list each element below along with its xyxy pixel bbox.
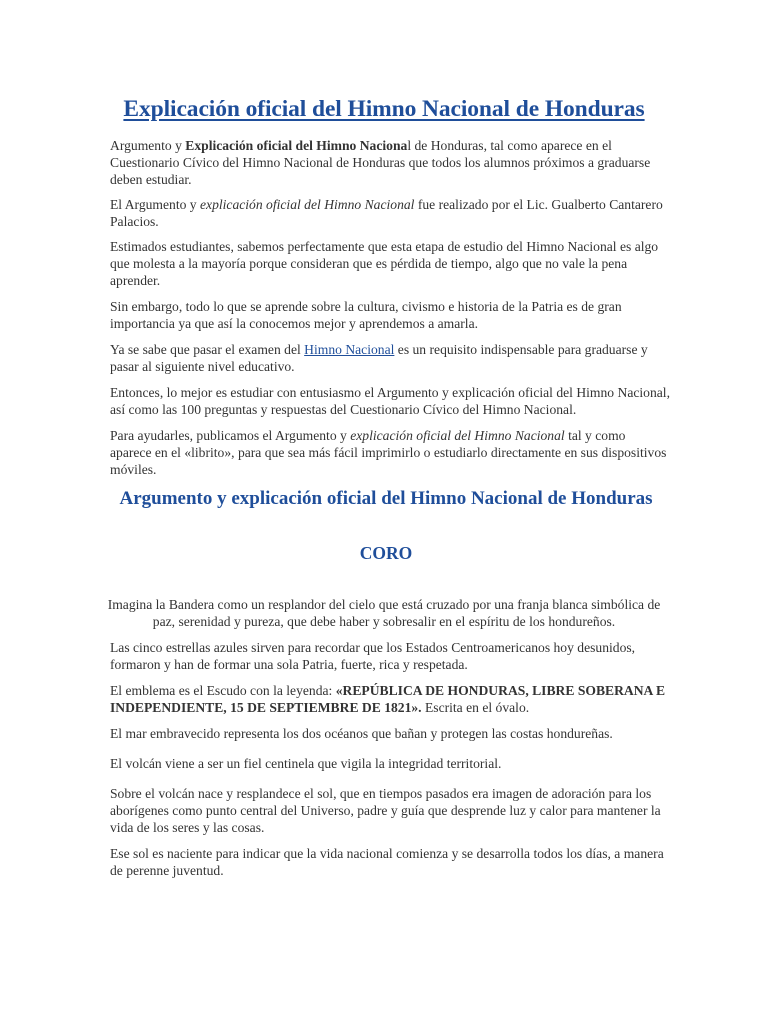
- text: Escrita en el óvalo.: [421, 700, 530, 715]
- text: l de Honduras, tal como aparece en el Cuestionario Cívico del Himno Nacional de Honduras que todos los alumnos próximos a graduarse deben estudiar.: [110, 138, 651, 187]
- coro-paragraph-1: Imagina la Bandera como un resplandor del cielo que está cruzado por una franja blanca simbólica de paz, serenidad y pureza, que debe haber y sobresalir en el espíritu de los hondureños.: [107, 597, 661, 629]
- text: tal y como aparece en el «librito», para que sea más fácil imprimirlo o estudiarlo directamente en sus dispositivos móviles.: [110, 428, 667, 477]
- text: Ya se sabe que pasar el examen del: [110, 342, 305, 357]
- bold-text: Explicación oficial del Himno Naciona: [185, 138, 408, 153]
- coro-paragraph-6: Sobre el volcán nace y resplandece el sol, que en tiempos pasados era imagen de adoración para los aborígenes como punto central del Universo, padre y guía que desprende luz y calor para mantener la vida de los seres y las cosas.: [110, 786, 661, 835]
- intro-paragraph-1: [110, 137, 670, 188]
- coro-paragraph-5: El volcán viene a ser un fiel centinela que vigila la integridad territorial.: [110, 756, 502, 771]
- coro-paragraph-3: [110, 682, 670, 716]
- text: Para ayudarles, publicamos el Argumento y: [110, 428, 351, 443]
- text: es un requisito indispensable para graduarse y pasar al siguiente nivel educativo.: [110, 342, 648, 374]
- intro-paragraph-5: [110, 341, 670, 375]
- text: Argumento y: [110, 138, 186, 153]
- coro-heading: CORO: [359, 543, 413, 563]
- intro-paragraph-2: [110, 196, 670, 230]
- italic-text: explicación oficial del Himno Nacional: [200, 197, 415, 212]
- page-title: Explicación oficial del Himno Nacional de Honduras: [123, 96, 645, 122]
- bold-text: «REPÚBLICA DE HONDURAS, LIBRE SOBERANA E INDEPENDIENTE, 15 DE SEPTIEMBRE DE 1821».: [110, 683, 666, 715]
- intro-paragraph-6: Entonces, lo mejor es estudiar con entusiasmo el Argumento y explicación oficial del Himno Nacional, así como las 100 preguntas y respuestas del Cuestionario Cívico del Himno Nacional.: [110, 385, 670, 417]
- text: fue realizado por el Lic. Gualberto Cantarero Palacios.: [110, 197, 663, 229]
- himno-nacional-link[interactable]: Himno Nacional: [304, 342, 395, 357]
- coro-paragraph-2: Las cinco estrellas azules sirven para recordar que los Estados Centroamericanos hoy desunidos, formaron y han de formar una sola Patria, fuerte, rica y respetada.: [110, 640, 636, 672]
- intro-paragraph-7: [110, 427, 670, 478]
- text: El Argumento y: [110, 197, 200, 212]
- coro-paragraph-7: Ese sol es naciente para indicar que la vida nacional comienza y se desarrolla todos los días, a manera de perenne juventud.: [110, 846, 664, 878]
- text: El emblema es el Escudo con la leyenda:: [110, 683, 336, 698]
- intro-paragraph-4: Sin embargo, todo lo que se aprende sobre la cultura, civismo e historia de la Patria es de gran importancia ya que así la conocemos mejor y aprendemos a amarla.: [110, 299, 622, 331]
- section-title: Argumento y explicación oficial del Himno Nacional de Honduras: [119, 488, 653, 509]
- coro-paragraph-4: El mar embravecido representa los dos océanos que bañan y protegen las costas hondureñas.: [110, 726, 613, 741]
- intro-paragraph-3: Estimados estudiantes, sabemos perfectamente que esta etapa de estudio del Himno Nacional es algo que molesta a la mayoría porque consideran que es pérdida de tiempo, algo que no vale la pena aprender.: [110, 239, 659, 288]
- italic-text: explicación oficial del Himno Nacional: [350, 428, 565, 443]
